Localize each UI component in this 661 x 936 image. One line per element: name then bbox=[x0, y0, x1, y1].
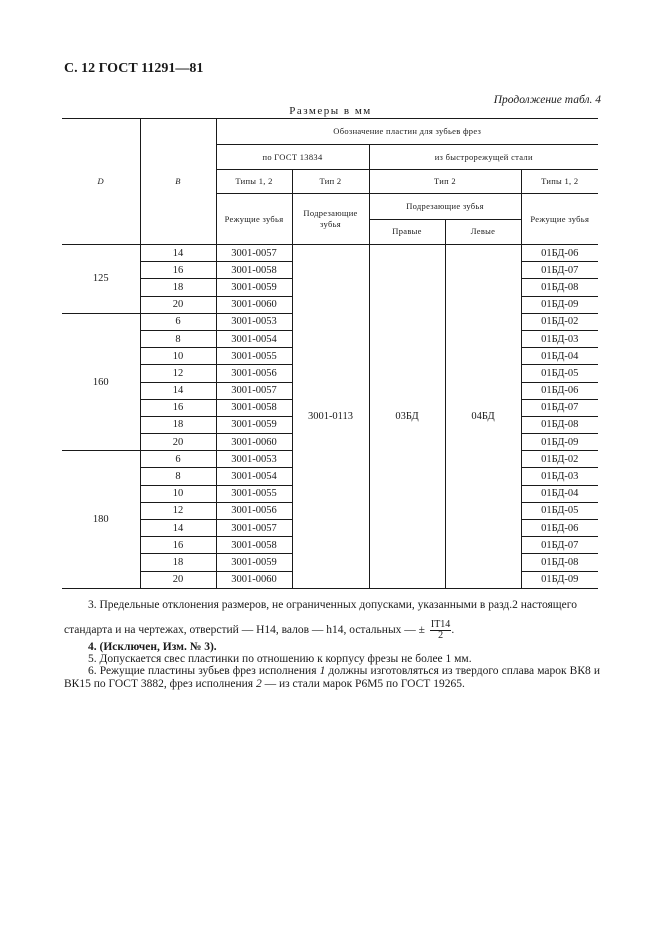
header-cutting-teeth-gost: Режущие зубья bbox=[216, 194, 292, 245]
header-trimming-teeth-label: Подрезающие зубья bbox=[303, 208, 358, 229]
cell-B: 14 bbox=[140, 382, 216, 399]
cell-hss-cutting: 01БД-03 bbox=[521, 468, 598, 485]
cell-gost-cutting: 3001-0054 bbox=[216, 468, 292, 485]
cell-hss-cutting: 01БД-09 bbox=[521, 571, 598, 588]
header-type-2-gost: Тип 2 bbox=[292, 170, 369, 194]
cell-hss-cutting: 01БД-02 bbox=[521, 451, 598, 468]
cell-gost-cutting: 3001-0057 bbox=[216, 245, 292, 262]
cell-gost-trimming: 3001-0113 bbox=[292, 245, 369, 589]
cell-hss-cutting: 01БД-09 bbox=[521, 434, 598, 451]
cell-B: 12 bbox=[140, 365, 216, 382]
note-3-end: . bbox=[451, 624, 455, 637]
table-row bbox=[62, 245, 598, 262]
note-6-part-1: 6. Режущие пластины зубьев фрез исполнения bbox=[88, 665, 320, 677]
note-4: 4. (Исключен, Изм. № 3). bbox=[88, 641, 217, 653]
cell-hss-cutting: 01БД-06 bbox=[521, 245, 598, 262]
cell-hss-cutting: 01БД-07 bbox=[521, 262, 598, 279]
cell-gost-cutting: 3001-0059 bbox=[216, 554, 292, 571]
header-trimming-teeth-hss-label: Подрезающие зубья bbox=[370, 194, 521, 219]
header-left: Левые bbox=[470, 226, 496, 237]
cell-B: 16 bbox=[140, 399, 216, 416]
cell-B: 18 bbox=[140, 279, 216, 296]
cell-gost-cutting: 3001-0060 bbox=[216, 571, 292, 588]
header-right: Правые bbox=[370, 219, 446, 244]
cell-D: 180 bbox=[62, 451, 140, 589]
note-3-line-2 bbox=[64, 620, 600, 641]
cell-B: 16 bbox=[140, 262, 216, 279]
cell-hss-cutting: 01БД-07 bbox=[521, 537, 598, 554]
cell-gost-cutting: 3001-0054 bbox=[216, 330, 292, 347]
cell-hss-cutting: 01БД-08 bbox=[521, 416, 598, 433]
cell-gost-cutting: 3001-0059 bbox=[216, 416, 292, 433]
cell-gost-cutting: 3001-0056 bbox=[216, 502, 292, 519]
cell-B: 8 bbox=[140, 468, 216, 485]
note-5: 5. Допускается свес пластинки по отношению к корпусу фрезы не более 1 мм. bbox=[88, 653, 472, 665]
cell-B: 10 bbox=[140, 485, 216, 502]
cell-hss-cutting: 01БД-04 bbox=[521, 348, 598, 365]
cell-hss-cutting: 01БД-07 bbox=[521, 399, 598, 416]
note-3-text: стандарта и на чертежах, отверстий — H14, валов — h14, остальных — ± bbox=[64, 624, 425, 637]
table-continuation-label: Продолжение табл. 4 bbox=[493, 94, 601, 106]
cell-B: 6 bbox=[140, 451, 216, 468]
header-D: D bbox=[62, 119, 140, 245]
cell-hss-cutting: 01БД-08 bbox=[521, 554, 598, 571]
header-high-speed-steel: из быстрорежущей стали bbox=[369, 145, 598, 170]
tolerance-fraction bbox=[430, 620, 451, 641]
note-6-execution-2: 2 bbox=[255, 678, 262, 690]
cell-B: 18 bbox=[140, 554, 216, 571]
plates-table-container bbox=[62, 118, 598, 589]
header-types-1-2-hss: Типы 1, 2 bbox=[521, 170, 598, 194]
cell-gost-cutting: 3001-0058 bbox=[216, 262, 292, 279]
header-trimming-teeth-hss bbox=[369, 194, 521, 245]
header-trimming-teeth-gost bbox=[292, 194, 369, 245]
cell-B: 6 bbox=[140, 313, 216, 330]
cell-hss-cutting: 01БД-03 bbox=[521, 330, 598, 347]
cell-B: 14 bbox=[140, 245, 216, 262]
plates-table bbox=[62, 118, 598, 589]
cell-D: 125 bbox=[62, 245, 140, 314]
header-types-1-2-gost: Типы 1, 2 bbox=[216, 170, 292, 194]
trim-hss-inner bbox=[370, 194, 521, 244]
cell-hss-cutting: 01БД-05 bbox=[521, 365, 598, 382]
cell-B: 16 bbox=[140, 537, 216, 554]
cell-B: 20 bbox=[140, 296, 216, 313]
cell-gost-cutting: 3001-0057 bbox=[216, 382, 292, 399]
cell-hss-cutting: 01БД-06 bbox=[521, 382, 598, 399]
cell-gost-cutting: 3001-0055 bbox=[216, 485, 292, 502]
cell-B: 14 bbox=[140, 520, 216, 537]
cell-gost-cutting: 3001-0059 bbox=[216, 279, 292, 296]
cell-B: 10 bbox=[140, 348, 216, 365]
note-6-part-3: — из стали марок Р6М5 по ГОСТ 19265. bbox=[261, 678, 465, 690]
note-3-line-1: 3. Предельные отклонения размеров, не ограниченных допусками, указанными в разд.2 настоящего bbox=[88, 599, 577, 611]
cell-gost-cutting: 3001-0056 bbox=[216, 365, 292, 382]
cell-hss-cutting: 01БД-06 bbox=[521, 520, 598, 537]
cell-B: 20 bbox=[140, 571, 216, 588]
cell-hss-cutting: 01БД-05 bbox=[521, 502, 598, 519]
cell-hss-cutting: 01БД-09 bbox=[521, 296, 598, 313]
header-B: B bbox=[140, 119, 216, 245]
fraction-denominator: 2 bbox=[438, 630, 444, 641]
note-6-part-2: должны изготовляться из твердого сплава марок ВК8 и ВК15 по ГОСТ 3882, фрез исполнения bbox=[64, 665, 600, 690]
units-caption: Размеры в мм bbox=[289, 105, 372, 117]
cell-hss-cutting: 01БД-08 bbox=[521, 279, 598, 296]
plates-table-body bbox=[62, 119, 598, 589]
note-6-execution-1: 1 bbox=[319, 665, 326, 677]
cell-hss-cutting: 01БД-02 bbox=[521, 313, 598, 330]
note-6 bbox=[64, 665, 600, 691]
cell-gost-cutting: 3001-0060 bbox=[216, 296, 292, 313]
cell-B: 12 bbox=[140, 502, 216, 519]
fraction-numerator: IT14 bbox=[430, 619, 451, 630]
header-type-2-hss: Тип 2 bbox=[369, 170, 521, 194]
cell-gost-cutting: 3001-0058 bbox=[216, 399, 292, 416]
header-cutting-teeth-hss: Режущие зубья bbox=[521, 194, 598, 245]
cell-gost-cutting: 3001-0055 bbox=[216, 348, 292, 365]
cell-gost-cutting: 3001-0060 bbox=[216, 434, 292, 451]
page-header: С. 12 ГОСТ 11291—81 bbox=[64, 61, 204, 76]
cell-B: 20 bbox=[140, 434, 216, 451]
cell-D: 160 bbox=[62, 313, 140, 451]
cell-hss-right: 03БД bbox=[369, 245, 445, 589]
cell-B: 18 bbox=[140, 416, 216, 433]
cell-hss-left: 04БД bbox=[445, 245, 521, 589]
cell-gost-cutting: 3001-0053 bbox=[216, 451, 292, 468]
cell-gost-cutting: 3001-0053 bbox=[216, 313, 292, 330]
cell-gost-cutting: 3001-0058 bbox=[216, 537, 292, 554]
cell-B: 8 bbox=[140, 330, 216, 347]
trim-header-inner bbox=[293, 208, 369, 230]
cell-hss-cutting: 01БД-04 bbox=[521, 485, 598, 502]
header-gost-13834: по ГОСТ 13834 bbox=[216, 145, 369, 170]
header-plate-designation: Обозначение пластин для зубьев фрез bbox=[216, 119, 598, 145]
cell-gost-cutting: 3001-0057 bbox=[216, 520, 292, 537]
